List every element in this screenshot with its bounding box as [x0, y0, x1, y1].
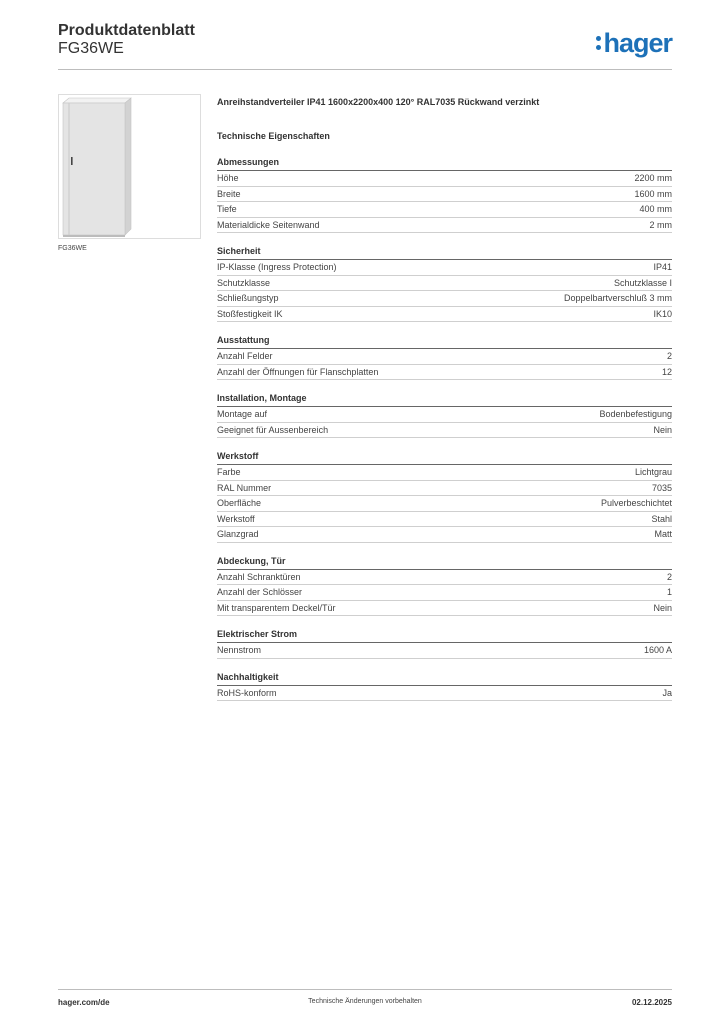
spec-value: Nein: [653, 424, 672, 435]
footer-website-link[interactable]: hager.com/de: [58, 998, 110, 1007]
spec-value: IP41: [653, 262, 672, 272]
spec-row: [217, 512, 672, 528]
spec-section: [217, 245, 672, 322]
spec-row: [217, 481, 672, 497]
spec-row: [217, 187, 672, 203]
hager-logo: [596, 28, 672, 58]
spec-row: [217, 601, 672, 617]
image-caption: FG36WE: [58, 245, 87, 252]
spec-section: [217, 450, 672, 543]
spec-label: Oberfläche: [217, 498, 262, 508]
spec-section: [217, 334, 672, 380]
spec-label: Anzahl Felder: [217, 351, 273, 361]
spec-section: [217, 555, 672, 617]
spec-value: Nein: [653, 602, 672, 613]
spec-value: Ja: [662, 687, 672, 698]
spec-value: Lichtgrau: [634, 467, 672, 477]
spec-section: [217, 156, 672, 233]
spec-section: [217, 671, 672, 702]
spec-row: [217, 202, 672, 218]
spec-label: Werkstoff: [217, 513, 255, 524]
section-title: Installation, Montage: [217, 392, 672, 407]
spec-section: [217, 628, 672, 659]
section-title: Nachhaltigkeit: [217, 671, 672, 686]
spec-label: Montage auf: [217, 409, 268, 419]
spec-label: Stoßfestigkeit IK: [217, 308, 283, 319]
spec-label: Breite: [217, 188, 241, 199]
spec-label: Anzahl der Schlösser: [217, 587, 303, 597]
logo-text: hager: [603, 28, 672, 58]
spec-value: Bodenbefestigung: [599, 409, 672, 419]
spec-row: [217, 218, 672, 234]
spec-label: Nennstrom: [217, 645, 262, 655]
spec-value: 12: [661, 366, 672, 377]
page-title: Produktdatenblatt: [58, 22, 195, 39]
spec-label: Materialdicke Seitenwand: [217, 219, 320, 230]
section-title: Elektrischer Strom: [217, 628, 672, 643]
spec-value: Pulverbeschichtet: [600, 498, 672, 508]
section-title: Abmessungen: [217, 156, 672, 171]
spec-label: Schließungstyp: [217, 293, 279, 303]
spec-row: [217, 527, 672, 543]
section-title: Abdeckung, Tür: [217, 555, 672, 570]
product-description: Anreihstandverteiler IP41 1600x2200x400 120° RAL7035 Rückwand verzinkt: [217, 97, 540, 107]
footer-notice: Technische Änderungen vorbehalten: [308, 998, 422, 1005]
spec-label: IP-Klasse (Ingress Protection): [217, 262, 337, 272]
spec-value: Doppelbartverschluß 3 mm: [563, 293, 672, 303]
spec-value: 7035: [651, 482, 672, 493]
spec-label: Farbe: [217, 467, 241, 477]
spec-value: Stahl: [651, 513, 672, 524]
spec-row: [217, 496, 672, 512]
spec-label: Geeignet für Aussenbereich: [217, 424, 329, 435]
spec-label: Anzahl Schranktüren: [217, 571, 301, 582]
spec-row: [217, 276, 672, 292]
logo-dots-icon: [596, 35, 602, 51]
spec-value: 2200 mm: [634, 173, 672, 183]
page-header: [58, 20, 672, 70]
section-title: Ausstattung: [217, 334, 672, 349]
product-image: [58, 94, 201, 239]
spec-value: IK10: [653, 308, 672, 319]
spec-label: RAL Nummer: [217, 482, 272, 493]
section-title: Werkstoff: [217, 450, 672, 465]
spec-label: RoHS-konform: [217, 687, 277, 698]
spec-row: [217, 570, 672, 586]
page-footer: [58, 998, 672, 1010]
spec-label: Glanzgrad: [217, 529, 259, 539]
spec-label: Höhe: [217, 173, 239, 183]
spec-row: [217, 465, 672, 481]
cabinet-illustration: [59, 95, 200, 238]
spec-label: Anzahl der Öffnungen für Flanschplatten: [217, 366, 379, 377]
spec-value: 2 mm: [649, 219, 672, 230]
spec-row: [217, 643, 672, 659]
spec-row: [217, 171, 672, 187]
spec-value: 2: [666, 351, 672, 361]
spec-value: Matt: [654, 529, 672, 539]
spec-value: 2: [666, 571, 672, 582]
spec-label: Mit transparentem Deckel/Tür: [217, 602, 336, 613]
spec-row: [217, 423, 672, 439]
spec-value: 1600 A: [643, 645, 672, 655]
spec-value: 1: [666, 587, 672, 597]
spec-row: [217, 291, 672, 307]
spec-row: [217, 686, 672, 702]
spec-value: 1600 mm: [634, 188, 672, 199]
footer-date: 02.12.2025: [631, 998, 672, 1007]
section-title: Sicherheit: [217, 245, 672, 260]
header-divider: [58, 69, 672, 70]
footer-divider: [58, 989, 672, 990]
spec-row: [217, 585, 672, 601]
spec-value: 400 mm: [639, 204, 672, 214]
spec-row: [217, 349, 672, 365]
spec-row: [217, 407, 672, 423]
spec-row: [217, 260, 672, 276]
spec-row: [217, 365, 672, 381]
spec-row: [217, 307, 672, 323]
spec-sections: [217, 156, 672, 701]
spec-value: Schutzklasse I: [613, 277, 672, 288]
product-details: [217, 96, 672, 701]
product-code: FG36WE: [58, 40, 124, 57]
spec-label: Tiefe: [217, 204, 237, 214]
tech-properties-heading: Technische Eigenschaften: [217, 131, 330, 141]
spec-section: [217, 392, 672, 438]
spec-label: Schutzklasse: [217, 277, 271, 288]
